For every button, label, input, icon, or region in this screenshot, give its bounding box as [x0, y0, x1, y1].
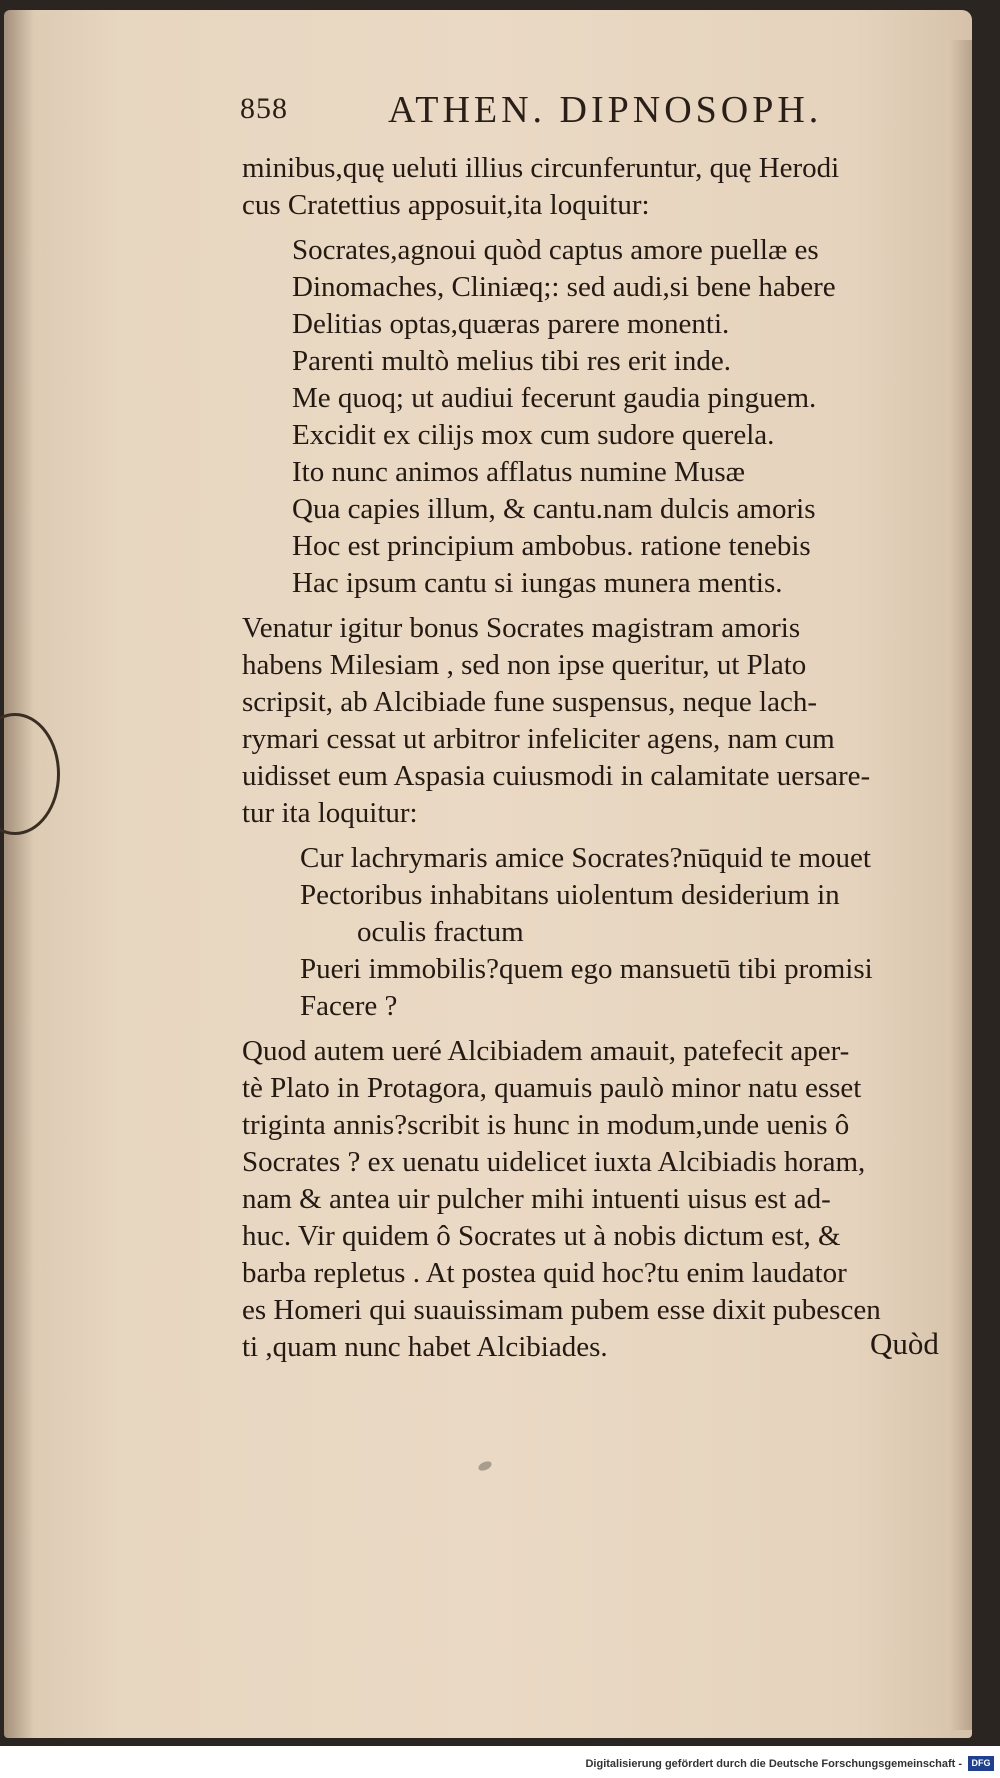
page-number: 858 — [240, 92, 288, 125]
text-line: Venatur igitur bonus Socrates magistram amoris — [242, 612, 801, 644]
text-line: es Homeri qui suauissimam pubem esse dixit pubescen — [242, 1294, 881, 1326]
text-line: cus Cratettius apposuit,ita loquitur: — [242, 189, 650, 221]
text-line: scripsit, ab Alcibiade fune suspensus, neque lach- — [242, 686, 818, 718]
page-edge — [950, 40, 972, 1730]
text-line: minibus,quę ueluti illius circunferuntur, quę Herodi — [242, 152, 840, 184]
text-line: uidisset eum Aspasia cuiusmodi in calamitate uersare- — [242, 760, 871, 792]
text-line: nam & antea uir pulcher mihi intuenti uisus est ad- — [242, 1183, 831, 1215]
text-line: ti ,quam nunc habet Alcibiades. — [242, 1331, 608, 1363]
funding-credit: Digitalisierung gefördert durch die Deutsche Forschungsgemeinschaft - — [585, 1758, 962, 1770]
verse-line: Cur lachrymaris amice Socrates?nūquid te mouet — [300, 842, 871, 874]
text-line: triginta annis?scribit is hunc in modum,unde uenis ô — [242, 1109, 850, 1141]
verse-line: Socrates,agnoui quòd captus amore puellæ es — [292, 234, 819, 266]
running-head — [240, 88, 880, 138]
verse-line: Ito nunc animos afflatus numine Musæ — [292, 456, 745, 488]
text-line: huc. Vir quidem ô Socrates ut à nobis dictum est, & — [242, 1220, 841, 1252]
verse-line: oculis fractum — [357, 916, 524, 948]
verse-line: Delitias optas,quæras parere monenti. — [292, 308, 730, 340]
verse-line: Hoc est principium ambobus. ratione tenebis — [292, 530, 811, 562]
text-line: barba repletus . At postea quid hoc?tu enim laudator — [242, 1257, 847, 1289]
verse-line: Dinomaches, Cliniæq;: sed audi,si bene habere — [292, 271, 836, 303]
verse-line: Facere ? — [300, 990, 398, 1022]
verse-line: Qua capies illum, & cantu.nam dulcis amoris — [292, 493, 816, 525]
gutter-shadow — [4, 10, 34, 1738]
verse-line: Hac ipsum cantu si iungas munera mentis. — [292, 567, 783, 599]
clasp-ring — [0, 713, 60, 835]
catchword: Quòd — [870, 1326, 939, 1361]
text-line: Quod autem ueré Alcibiadem amauit, patefecit aper- — [242, 1035, 850, 1067]
text-line: habens Milesiam , sed non ipse queritur, ut Plato — [242, 649, 807, 681]
footer-bar — [0, 1748, 1000, 1778]
page-body — [242, 150, 942, 1366]
verse-line: Excidit ex cilijs mox cum sudore querela. — [292, 419, 775, 451]
text-line: tur ita loquitur: — [242, 797, 418, 829]
verse-line: Parenti multò melius tibi res erit inde. — [292, 345, 731, 377]
text-line: rymari cessat ut arbitror infeliciter agens, nam cum — [242, 723, 835, 755]
text-line: Socrates ? ex uenatu uidelicet iuxta Alcibiadis horam, — [242, 1146, 866, 1178]
verse-line: Pectoribus inhabitans uiolentum desiderium in — [300, 879, 840, 911]
dfg-logo: DFG — [968, 1756, 994, 1771]
running-title: ATHEN. DIPNOSOPH. — [388, 89, 823, 131]
verse-line: Pueri immobilis?quem ego mansuetū tibi promisi — [300, 953, 873, 985]
verse-line: Me quoq; ut audiui fecerunt gaudia pinguem. — [292, 382, 817, 414]
text-line: tè Plato in Protagora, quamuis paulò minor natu esset — [242, 1072, 862, 1104]
ink-smudge — [477, 1459, 493, 1472]
